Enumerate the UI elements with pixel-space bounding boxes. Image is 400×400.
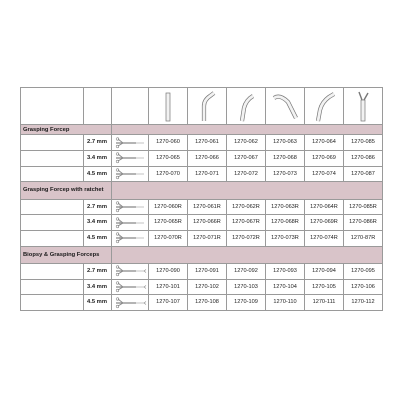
open-jaw-forcep-tip-icon — [348, 88, 378, 124]
part-number-cell: 1270-066 — [188, 151, 227, 167]
forcep-handle-icon — [114, 168, 147, 180]
upward-curved-forcep-tip-icon — [192, 88, 222, 124]
part-number-cell: 1270-064R — [305, 199, 344, 215]
part-number-cell: 1270-060R — [149, 199, 188, 215]
part-number-cell: 1270-110 — [266, 295, 305, 311]
biopsy-forcep-handle-icon — [114, 265, 147, 277]
forcep-handle-icon — [114, 152, 147, 164]
part-number-cell: 1270-066R — [188, 215, 227, 231]
column-header-cell — [305, 88, 344, 125]
part-number-cell: 1270-073 — [266, 166, 305, 182]
row-blank-cell — [21, 166, 84, 182]
group-fill-cell — [112, 125, 383, 135]
part-number-cell: 1270-104 — [266, 279, 305, 295]
group-fill-cell — [112, 182, 383, 199]
handle-icon-cell — [112, 295, 149, 311]
handle-icon-cell — [112, 279, 149, 295]
part-number-cell: 1270-071R — [188, 230, 227, 246]
part-number-cell: 1270-112 — [344, 295, 383, 311]
part-number-cell: 1270-087 — [344, 166, 383, 182]
table-row — [21, 215, 383, 231]
part-number-cell: 1270-061 — [188, 135, 227, 151]
part-number-cell: 1270-106 — [344, 279, 383, 295]
part-number-cell: 1270-072R — [227, 230, 266, 246]
group-label: Grasping Forcep with ratchet — [21, 182, 112, 199]
part-number-cell: 1270-095 — [344, 263, 383, 279]
group-header-row — [21, 125, 383, 135]
size-label: 4.5 mm — [84, 295, 112, 311]
part-number-cell: 1270-094 — [305, 263, 344, 279]
part-number-cell: 1270-109 — [227, 295, 266, 311]
part-number-cell: 1270-064 — [305, 135, 344, 151]
part-number-cell: 1270-085 — [344, 135, 383, 151]
size-label: 2.7 mm — [84, 199, 112, 215]
group-header-row — [21, 246, 383, 263]
table-row — [21, 263, 383, 279]
part-number-cell: 1270-074 — [305, 166, 344, 182]
header-row — [21, 88, 383, 125]
header-blank-cell — [84, 88, 112, 125]
row-blank-cell — [21, 151, 84, 167]
table-row — [21, 199, 383, 215]
column-header-cell — [344, 88, 383, 125]
column-header-cell — [227, 88, 266, 125]
ratchet-forcep-handle-icon — [114, 232, 147, 244]
size-label: 3.4 mm — [84, 215, 112, 231]
down-curved-forcep-tip-icon — [270, 88, 300, 124]
biopsy-forcep-handle-icon — [114, 297, 147, 309]
part-number-cell: 1270-091 — [188, 263, 227, 279]
part-number-cell: 1270-063R — [266, 199, 305, 215]
part-number-cell: 1270-105 — [305, 279, 344, 295]
size-label: 2.7 mm — [84, 263, 112, 279]
part-number-cell: 1270-108 — [188, 295, 227, 311]
part-number-cell: 1270-062 — [227, 135, 266, 151]
part-number-cell: 1270-067 — [227, 151, 266, 167]
ratchet-forcep-handle-icon — [114, 217, 147, 229]
row-blank-cell — [21, 199, 84, 215]
size-label: 4.5 mm — [84, 166, 112, 182]
angled-curved-forcep-tip-icon — [309, 88, 339, 124]
part-number-cell: 1270-074R — [305, 230, 344, 246]
group-header-row — [21, 182, 383, 199]
part-number-cell: 1270-073R — [266, 230, 305, 246]
part-number-cell: 1270-070 — [149, 166, 188, 182]
handle-icon-cell — [112, 263, 149, 279]
part-number-cell: 1270-085R — [344, 199, 383, 215]
column-header-cell — [266, 88, 305, 125]
size-label: 4.5 mm — [84, 230, 112, 246]
part-number-cell: 1270-102 — [188, 279, 227, 295]
row-blank-cell — [21, 230, 84, 246]
part-number-cell: 1270-092 — [227, 263, 266, 279]
part-number-cell: 1270-093 — [266, 263, 305, 279]
handle-icon-cell — [112, 166, 149, 182]
part-number-cell: 1270-068 — [266, 151, 305, 167]
row-blank-cell — [21, 263, 84, 279]
handle-icon-cell — [112, 199, 149, 215]
forcep-handle-icon — [114, 137, 147, 149]
part-number-cell: 1270-069 — [305, 151, 344, 167]
straight-forcep-tip-icon — [153, 88, 183, 124]
part-number-cell: 1270-071 — [188, 166, 227, 182]
table-row — [21, 151, 383, 167]
table-row — [21, 295, 383, 311]
part-number-cell: 1270-086 — [344, 151, 383, 167]
size-label: 2.7 mm — [84, 135, 112, 151]
group-label: Biopsy & Grasping Forceps — [21, 246, 112, 263]
size-label: 3.4 mm — [84, 279, 112, 295]
table-row — [21, 166, 383, 182]
column-header-cell — [149, 88, 188, 125]
part-number-cell: 1270-103 — [227, 279, 266, 295]
part-number-cell: 1270-107 — [149, 295, 188, 311]
part-number-cell: 1270-069R — [305, 215, 344, 231]
part-number-cell: 1270-062R — [227, 199, 266, 215]
biopsy-forcep-handle-icon — [114, 281, 147, 293]
part-number-cell: 1270-065 — [149, 151, 188, 167]
part-number-cell: 1270-111 — [305, 295, 344, 311]
header-blank-cell — [112, 88, 149, 125]
header-blank-cell — [21, 88, 84, 125]
part-number-cell: 1270-068R — [266, 215, 305, 231]
part-number-cell: 1270-070R — [149, 230, 188, 246]
handle-icon-cell — [112, 135, 149, 151]
handle-icon-cell — [112, 230, 149, 246]
handle-icon-cell — [112, 151, 149, 167]
part-number-cell: 1270-072 — [227, 166, 266, 182]
part-number-cell: 1270-086R — [344, 215, 383, 231]
right-curved-forcep-tip-icon — [231, 88, 261, 124]
part-number-cell: 1270-090 — [149, 263, 188, 279]
group-fill-cell — [112, 246, 383, 263]
table-row — [21, 135, 383, 151]
group-label: Grasping Forcep — [21, 125, 112, 135]
part-number-cell: 1270-101 — [149, 279, 188, 295]
row-blank-cell — [21, 295, 84, 311]
part-number-cell: 1270-063 — [266, 135, 305, 151]
size-label: 3.4 mm — [84, 151, 112, 167]
part-number-cell: 1270-065R — [149, 215, 188, 231]
row-blank-cell — [21, 135, 84, 151]
column-header-cell — [188, 88, 227, 125]
part-number-cell: 1270-061R — [188, 199, 227, 215]
table-row — [21, 230, 383, 246]
ratchet-forcep-handle-icon — [114, 201, 147, 213]
row-blank-cell — [21, 215, 84, 231]
part-number-cell: 1270-060 — [149, 135, 188, 151]
part-number-cell: 1270-87R — [344, 230, 383, 246]
row-blank-cell — [21, 279, 84, 295]
handle-icon-cell — [112, 215, 149, 231]
table-row — [21, 279, 383, 295]
product-code-table — [20, 87, 383, 311]
part-number-cell: 1270-067R — [227, 215, 266, 231]
